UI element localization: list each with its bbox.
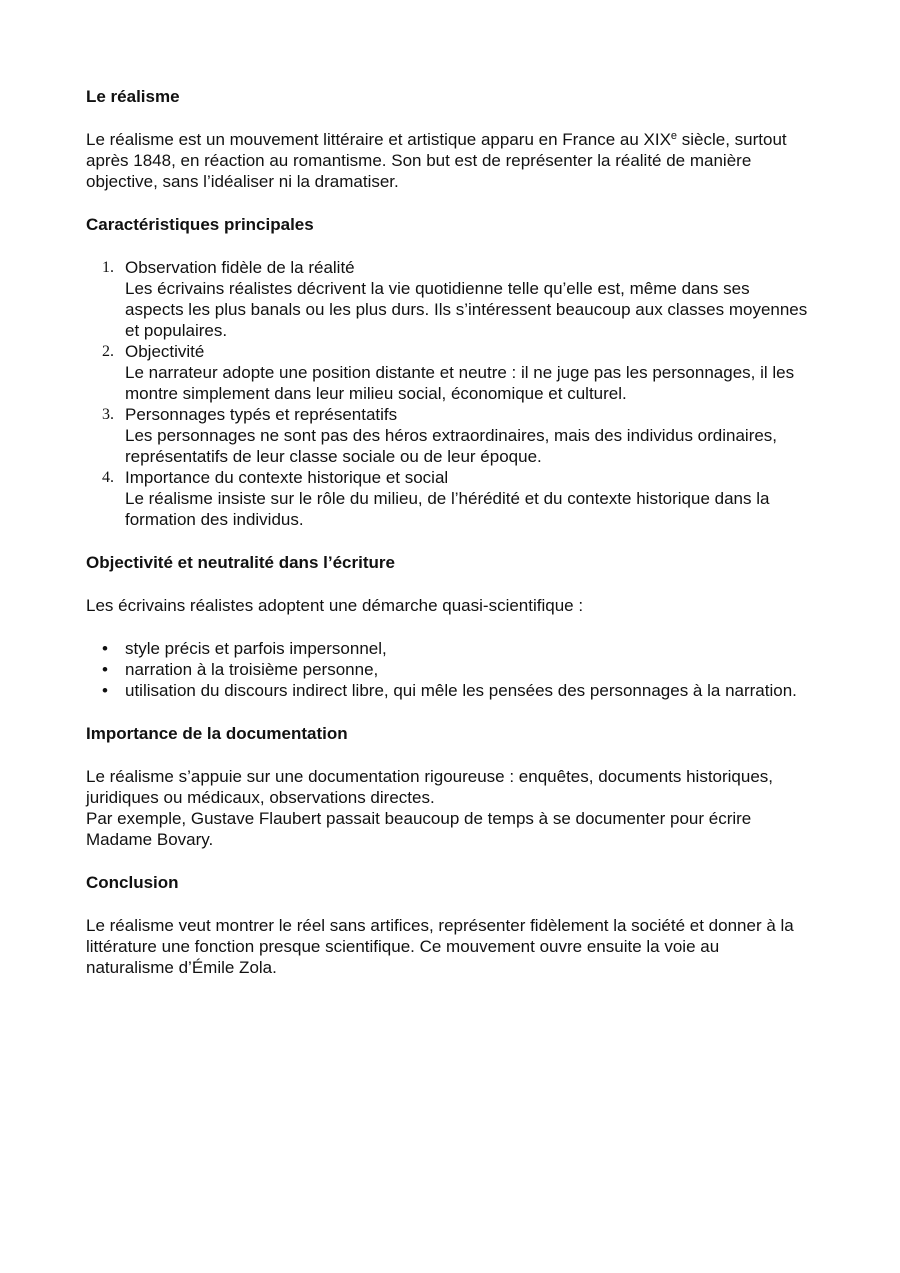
list-number: 1. [102,259,114,276]
bullet-text: narration à la troisième personne, [125,660,379,679]
heading-documentation: Importance de la documentation [86,724,348,743]
intro-text-end: siècle, surtout après 1848, en réaction au romantisme. Son but est de représenter la réalité de manière objective, sans l’idéaliser ni la dramatiser. [86,130,787,191]
bullet-text: utilisation du discours indirect libre, qui mêle les pensées des personnages à la narration. [125,681,797,700]
list-item [86,341,810,404]
heading-caracteristiques: Caractéristiques principales [86,215,314,234]
list-item-title: Personnages typés et représentatifs [125,405,398,424]
list-item-text: Les écrivains réalistes décrivent la vie quotidienne telle qu’elle est, même dans ses aspects les plus banals ou les plus durs. Ils s’intéressent beaucoup aux classes moyennes et populaires. [125,279,808,340]
list-item [86,638,810,659]
documentation-example: Par exemple, Gustave Flaubert passait beaucoup de temps à se documenter pour écrire Madame Bovary. [86,809,752,849]
bullet-icon: • [102,660,108,679]
list-item [86,467,810,530]
conclusion-paragraph: Le réalisme veut montrer le réel sans artifices, représenter fidèlement la société et donner à la littérature une fonction presque scientifique. Ce mouvement ouvre ensuite la voie au naturalisme d’Émile Zola. [86,916,794,977]
list-item [86,659,810,680]
objectivite-intro: Les écrivains réalistes adoptent une démarche quasi-scientifique : [86,596,584,615]
list-number: 4. [102,469,114,486]
list-item [86,404,810,467]
list-number: 2. [102,343,114,360]
bullet-icon: • [102,639,108,658]
document-title: Le réalisme [86,87,180,106]
writing-features-list [86,638,810,701]
list-number: 3. [102,406,114,423]
heading-conclusion: Conclusion [86,873,179,892]
intro-text-start: Le réalisme est un mouvement littéraire et artistique apparu en France au XIX [86,130,671,149]
list-item [86,257,810,341]
bullet-icon: • [102,681,108,700]
list-item-text: Le réalisme insiste sur le rôle du milieu, de l’hérédité et du contexte historique dans la formation des individus. [125,489,770,529]
heading-objectivite: Objectivité et neutralité dans l’écriture [86,553,395,572]
century-superscript: e [670,130,678,142]
intro-paragraph [86,129,810,192]
list-item-text: Les personnages ne sont pas des héros extraordinaires, mais des individus ordinaires, représentatifs de leur classe sociale ou de leur époque. [125,426,778,466]
list-item-title: Importance du contexte historique et social [125,468,449,487]
list-item-title: Observation fidèle de la réalité [125,258,355,277]
bullet-text: style précis et parfois impersonnel, [125,639,387,658]
documentation-paragraph: Le réalisme s’appuie sur une documentation rigoureuse : enquêtes, documents historiques, juridiques ou médicaux, observations directes. [86,767,774,807]
list-item-title: Objectivité [125,342,205,361]
list-item [86,680,810,701]
list-item-text: Le narrateur adopte une position distante et neutre : il ne juge pas les personnages, il les montre simplement dans leur milieu social, économique et culturel. [125,363,795,403]
characteristics-list [86,257,810,530]
